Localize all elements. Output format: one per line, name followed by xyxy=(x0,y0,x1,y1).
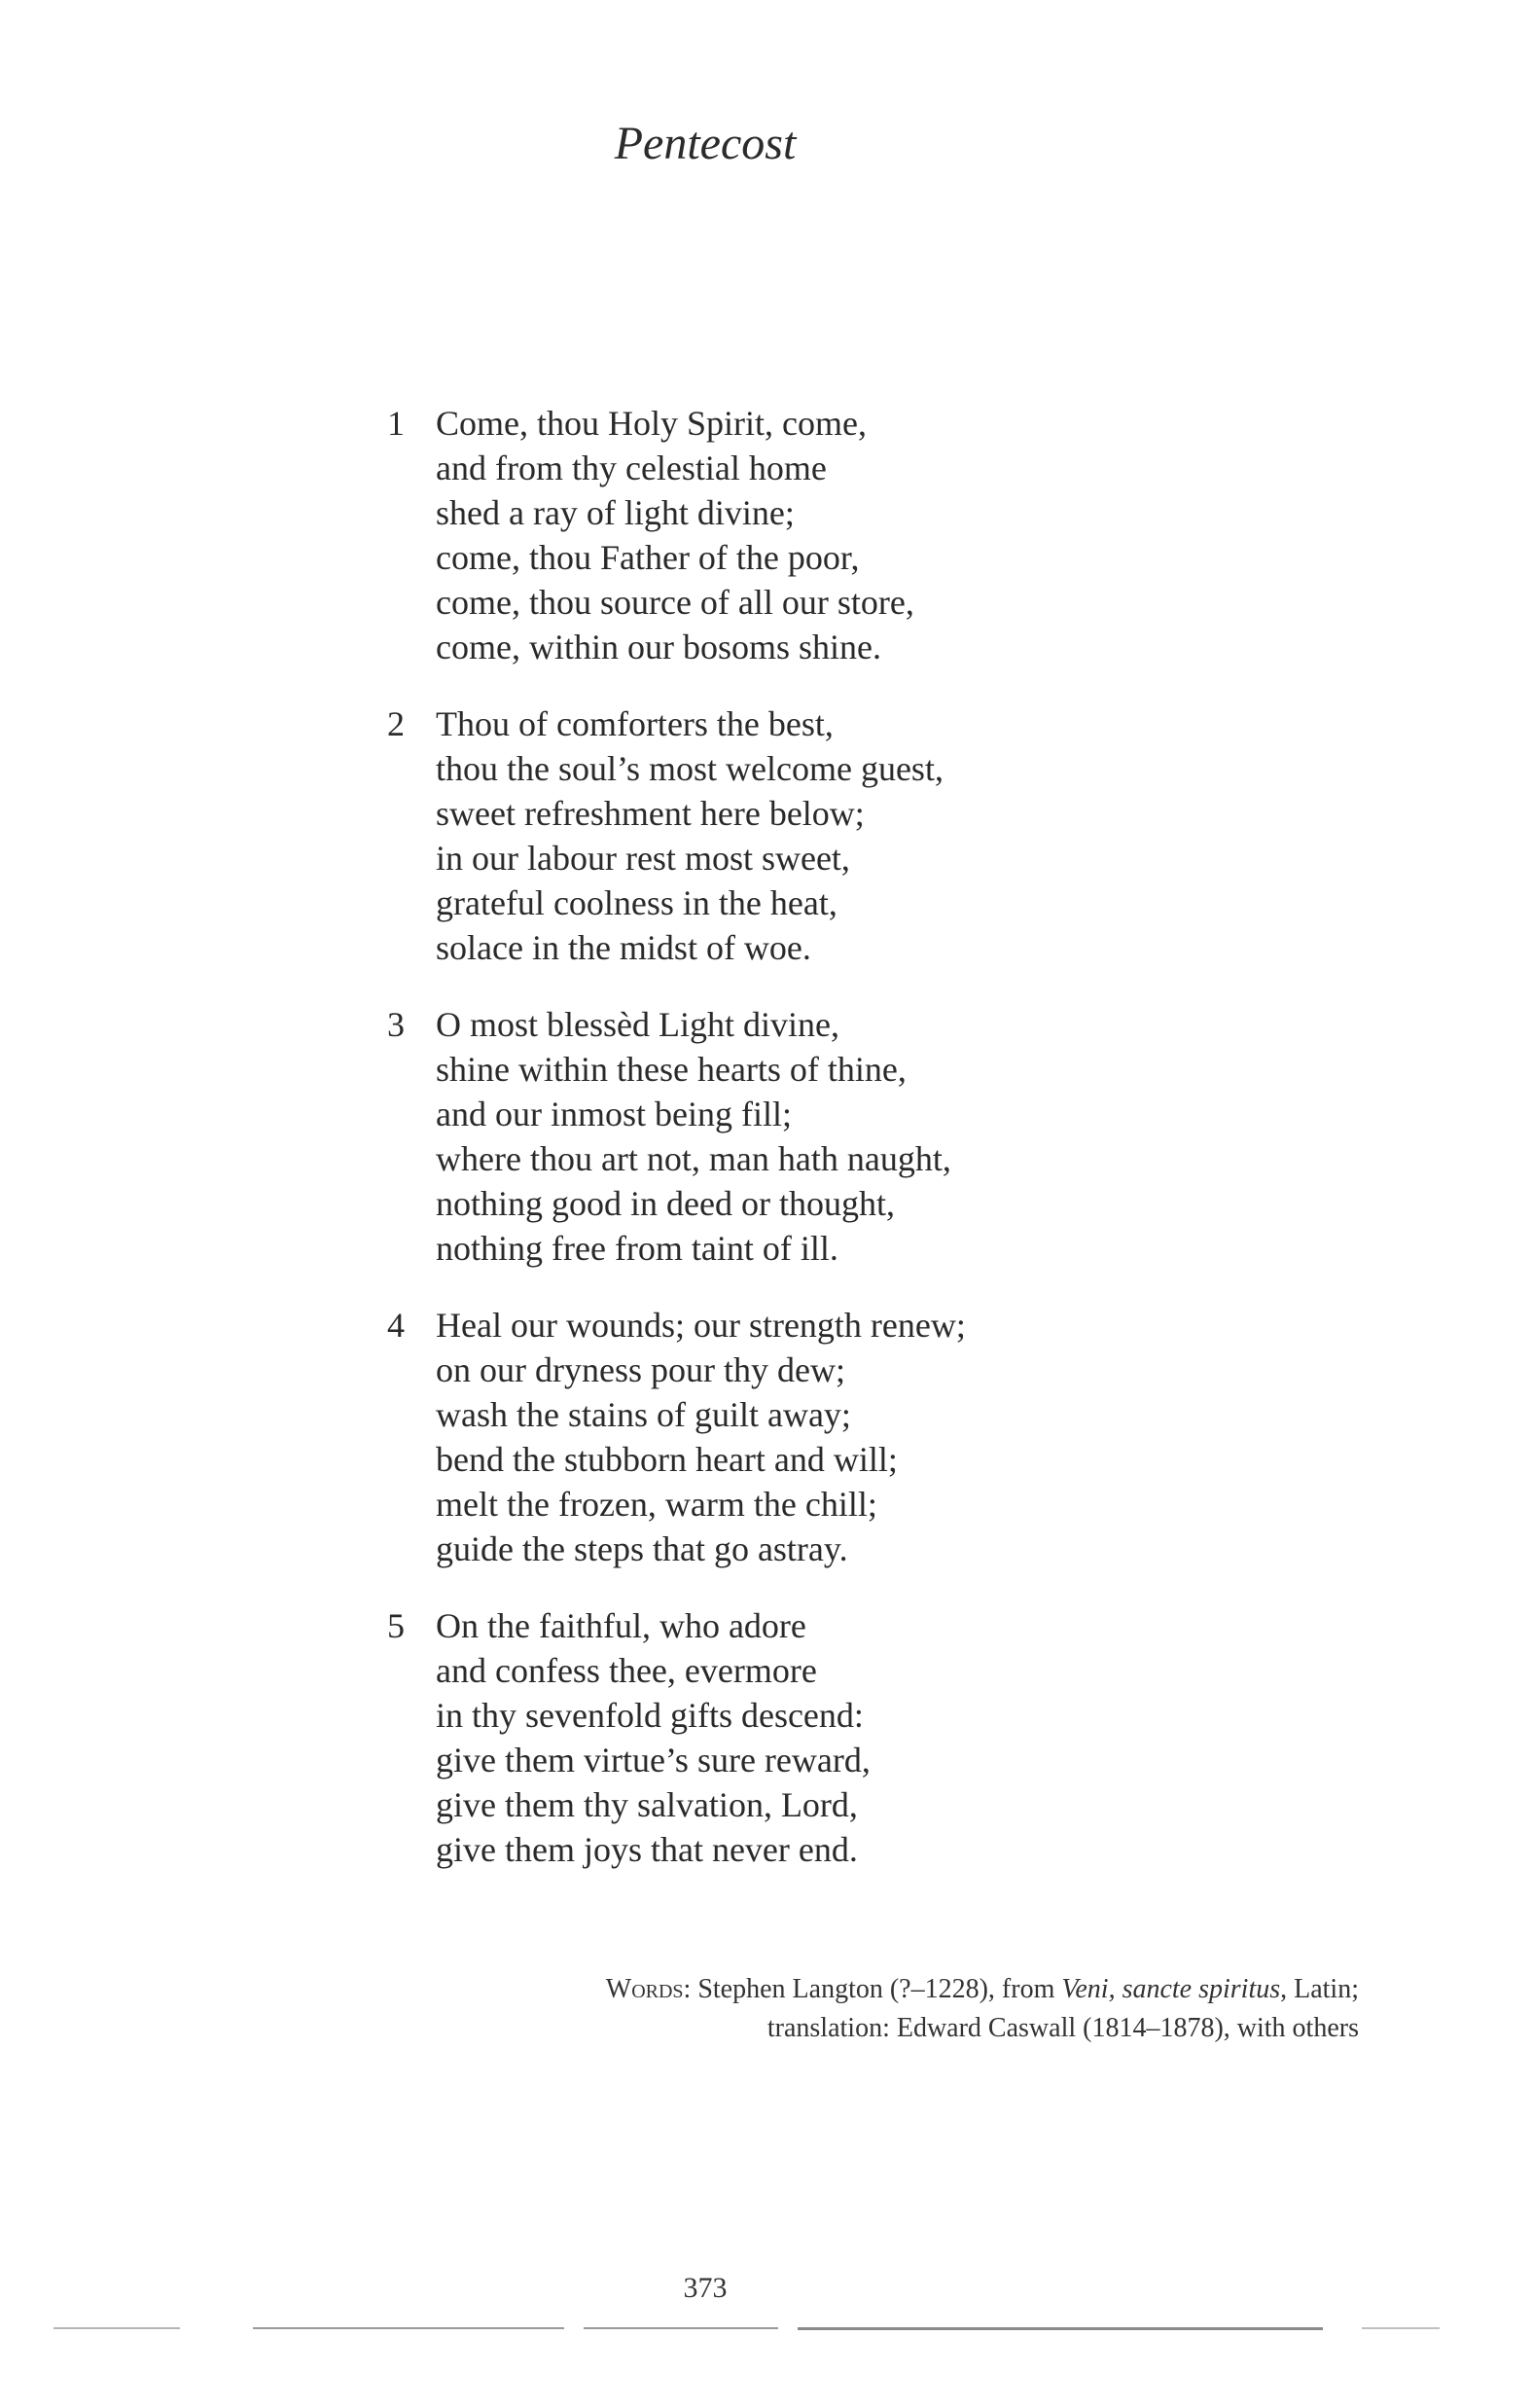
verse-line: Thou of comforters the best, xyxy=(436,704,834,743)
verse-line: give them thy salvation, Lord, xyxy=(436,1785,858,1824)
page-number: 373 xyxy=(683,2272,728,2304)
verse-line: solace in the midst of woe. xyxy=(436,928,811,967)
verse-line: guide the steps that go astray. xyxy=(436,1529,848,1568)
verse-line: wash the stains of guilt away; xyxy=(436,1395,851,1434)
verse-line: in our labour rest most sweet, xyxy=(436,839,850,878)
footer-rule xyxy=(253,2327,564,2329)
verse-line: shine within these hearts of thine, xyxy=(436,1050,907,1089)
verse-number: 3 xyxy=(387,1005,405,1044)
page-title: Pentecost xyxy=(614,118,797,169)
footer-rule xyxy=(584,2327,778,2329)
credits-language: , Latin; xyxy=(1280,1974,1359,2004)
credits-label: Words xyxy=(605,1974,684,2004)
verse-line: give them joys that never end. xyxy=(436,1830,858,1869)
verse-line: O most blessèd Light divine, xyxy=(436,1005,839,1044)
verse-3 xyxy=(370,1002,1342,1271)
verse-line: Heal our wounds; our strength renew; xyxy=(436,1306,966,1345)
footer-rule xyxy=(53,2327,180,2329)
verse-number: 1 xyxy=(387,404,405,443)
verse-number: 5 xyxy=(387,1606,405,1645)
verse-line: grateful coolness in the heat, xyxy=(436,883,837,922)
verse-line: come, thou source of all our store, xyxy=(436,583,914,622)
verse-line: melt the frozen, warm the chill; xyxy=(436,1485,877,1524)
verse-line: Come, thou Holy Spirit, come, xyxy=(436,404,867,443)
credits-line-1: Words: Stephen Langton (?–1228), from Veni, sancte spiritus, Latin; xyxy=(605,1974,1359,2004)
verse-line: nothing good in deed or thought, xyxy=(436,1184,895,1223)
verse-2 xyxy=(370,701,1342,970)
verse-line: give them virtue’s sure reward, xyxy=(436,1741,871,1779)
verse-line: where thou art not, man hath naught, xyxy=(436,1139,951,1178)
verse-1 xyxy=(370,401,1342,669)
credits-author: Stephen Langton (?–1228), from xyxy=(697,1974,1062,2004)
verse-line: and confess thee, evermore xyxy=(436,1651,817,1690)
credits-source-title: Veni, sancte spiritus xyxy=(1061,1974,1281,2004)
verse-number: 2 xyxy=(387,704,405,743)
verse-number: 4 xyxy=(387,1306,405,1345)
verse-line: in thy sevenfold gifts descend: xyxy=(436,1696,864,1735)
verse-line: thou the soul’s most welcome guest, xyxy=(436,749,944,788)
footer-rule xyxy=(1362,2327,1440,2329)
verse-line: sweet refreshment here below; xyxy=(436,794,865,833)
verse-line: shed a ray of light divine; xyxy=(436,493,795,532)
verse-line: On the faithful, who adore xyxy=(436,1606,806,1645)
verse-line: bend the stubborn heart and will; xyxy=(436,1440,898,1479)
verse-5 xyxy=(370,1603,1342,1872)
verse-line: and our inmost being fill; xyxy=(436,1095,792,1133)
verse-line: come, thou Father of the poor, xyxy=(436,538,860,577)
hymn-credits xyxy=(289,1970,1359,2048)
verse-4 xyxy=(370,1303,1342,1571)
verse-line: on our dryness pour thy dew; xyxy=(436,1350,845,1389)
credits-line-2: translation: Edward Caswall (1814–1878), with others xyxy=(766,2013,1359,2043)
verse-line: and from thy celestial home xyxy=(436,449,827,487)
verse-line: nothing free from taint of ill. xyxy=(436,1229,838,1268)
hymn-text xyxy=(370,401,1342,1904)
verse-line: come, within our bosoms shine. xyxy=(436,628,881,666)
footer-rule xyxy=(798,2327,1323,2330)
